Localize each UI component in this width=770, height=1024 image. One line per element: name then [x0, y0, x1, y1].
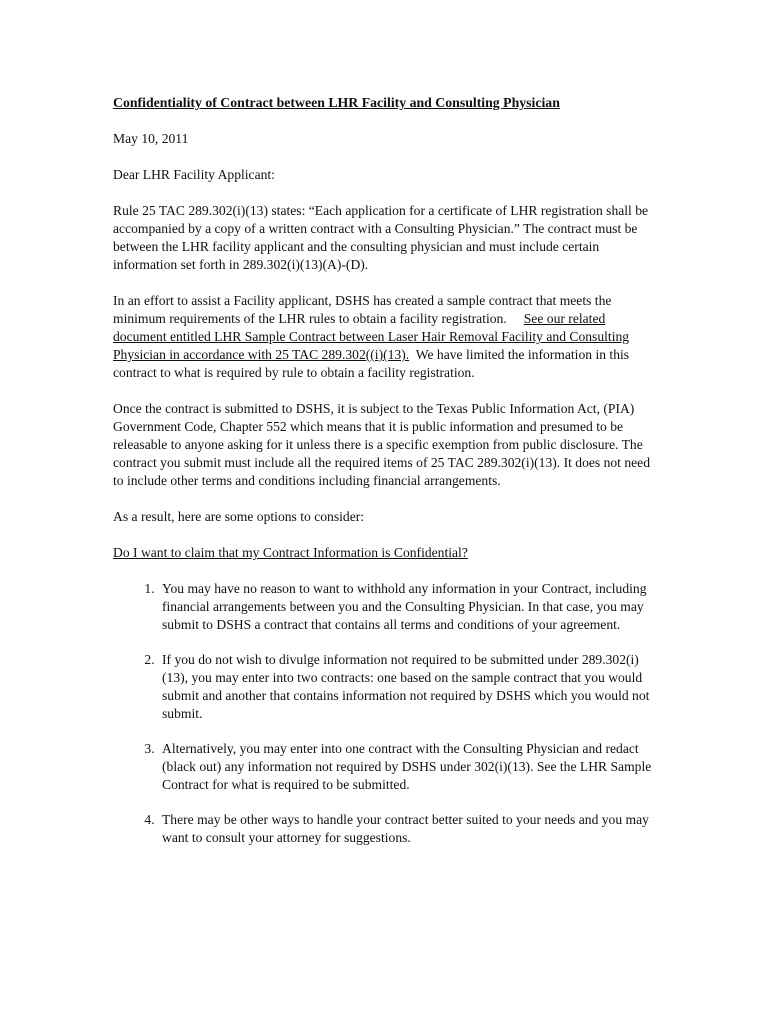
list-item: 4. There may be other ways to handle your contract better suited to your needs and you may want to consult your attorney for suggestions.: [158, 811, 658, 847]
list-item: 2. If you do not wish to divulge information not required to be submitted under 289.302(i)(13), you may enter into two contracts: one based on the sample contract that you would submit and another that contains information not required by DSHS which you would not submit.: [158, 651, 658, 723]
confidentiality-question: Do I want to claim that my Contract Information is Confidential?: [113, 545, 468, 560]
letter-date: May 10, 2011: [113, 131, 189, 146]
pia-paragraph: Once the contract is submitted to DSHS, it is subject to the Texas Public Information Act, (PIA) Government Code, Chapter 552 which means that it is public information and presumed to be releasable to anyone asking for it unless there is a specific exemption from public disclosure. The contract you submit must include all the required items of 25 TAC 289.302(i)(13). It does not need to include other terms and conditions including financial arrangements.: [113, 401, 651, 488]
salutation: Dear LHR Facility Applicant:: [113, 167, 275, 182]
effort-tail-text: We have limited the information in this contract to what is required by rule to obtain a facility registration.: [113, 347, 630, 380]
letter-body: [113, 94, 658, 864]
document-title: Confidentiality of Contract between LHR Facility and Consulting Physician: [113, 95, 560, 110]
effort-lead-text: In an effort to assist a Facility applicant, DSHS has created a sample contract that meets the minimum requirements of the LHR rules to obtain a facility registration.: [113, 293, 612, 326]
sample-contract-link[interactable]: See our related document entitled LHR Sample Contract between Laser Hair Removal Facility and Consulting Physician in accordance with 25 TAC 289.302((i)(13).: [113, 311, 630, 362]
list-item: 1. You may have no reason to want to withhold any information in your Contract, including financial arrangements between you and the Consulting Physician. In that case, you may submit to DSHS a contract that contains all terms and conditions of your agreement.: [158, 580, 658, 634]
rule-paragraph: Rule 25 TAC 289.302(i)(13) states: “Each application for a certificate of LHR registration shall be accompanied by a copy of a written contract with a Consulting Physician.” The contract must be between the LHR facility applicant and the consulting physician and must include certain information set forth in 289.302(i)(13)(A)-(D).: [113, 203, 649, 272]
list-item: 3. Alternatively, you may enter into one contract with the Consulting Physician and redact (black out) any information not required by DSHS under 302(i)(13). See the LHR Sample Contract for what is required to be submitted.: [158, 740, 658, 794]
effort-paragraph: [113, 292, 658, 382]
options-list: [113, 580, 658, 847]
options-intro: As a result, here are some options to consider:: [113, 509, 365, 524]
